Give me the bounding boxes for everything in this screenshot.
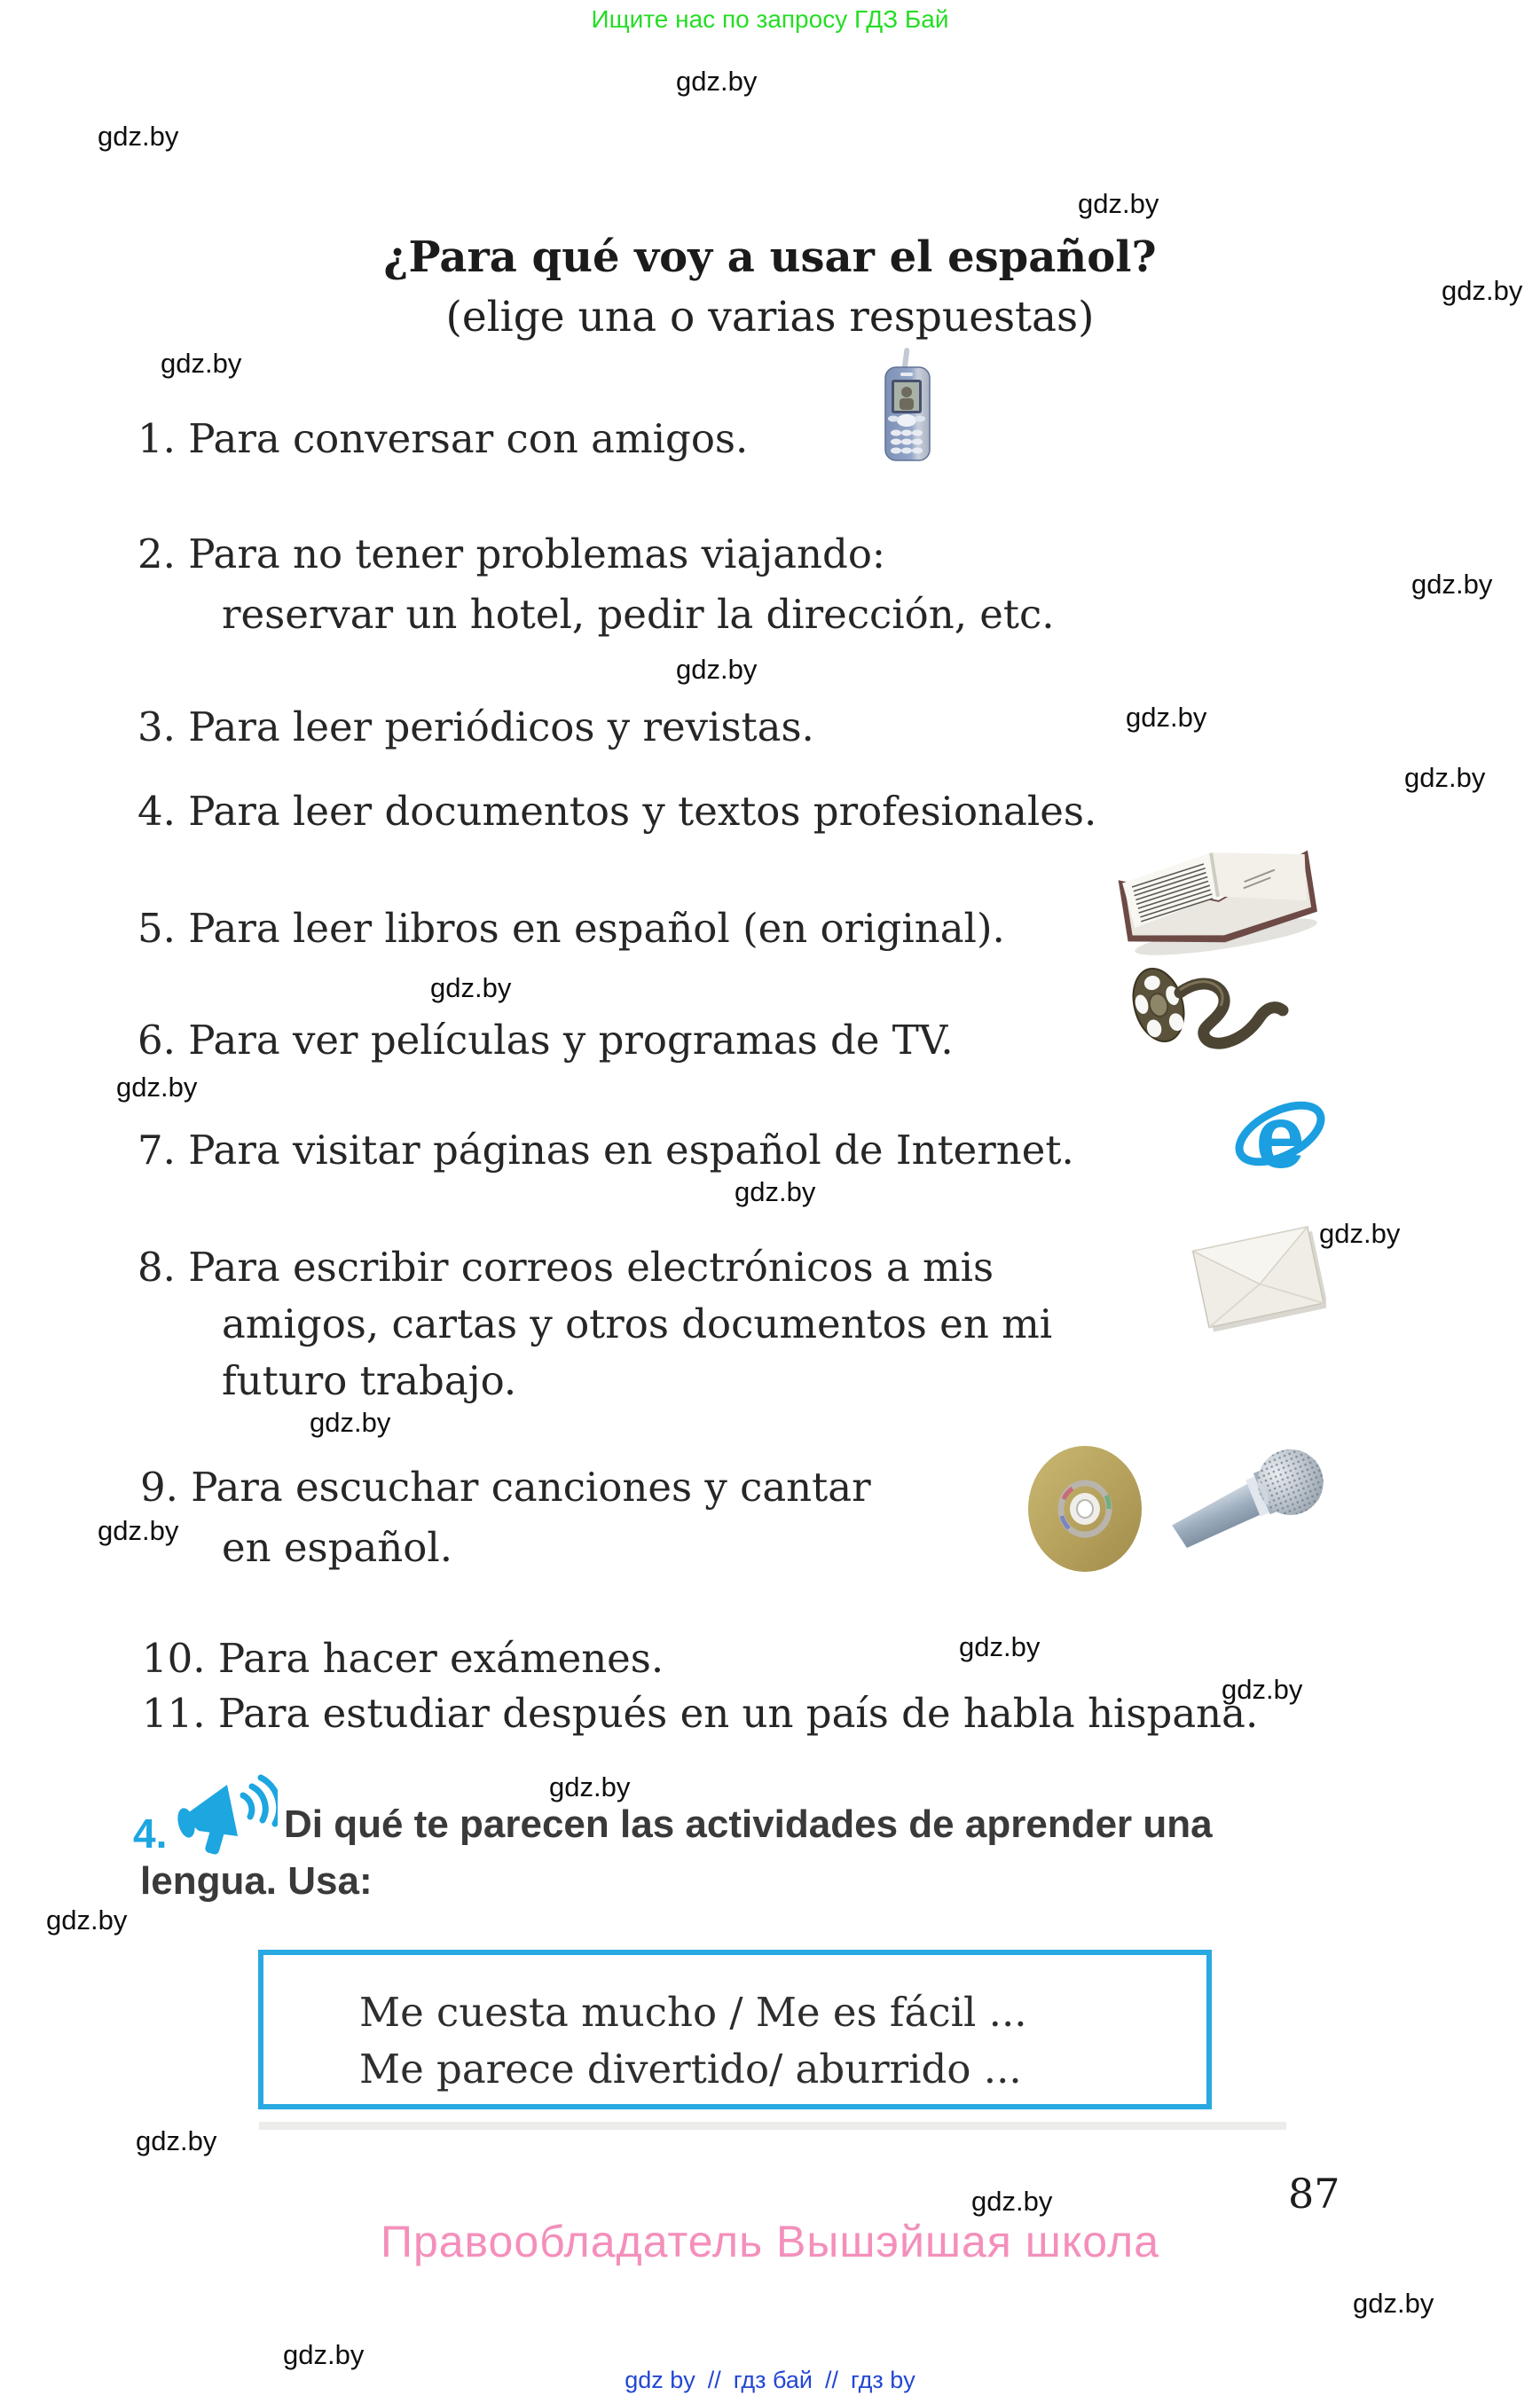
watermark-gdz: gdz.by (46, 1904, 128, 1936)
watermark-gdz: gdz.by (430, 972, 512, 1003)
watermark-gdz: gdz.by (283, 2339, 365, 2370)
list-item-8-line-3: futuro trabajo. (222, 1357, 517, 1404)
footer-link-gdz-by[interactable]: gdz by (625, 2367, 695, 2393)
watermark-gdz: gdz.by (136, 2125, 217, 2156)
copyright-text: Правообладатель Вышэйшая школа (381, 2217, 1159, 2266)
watermark-gdz: gdz.by (735, 1176, 816, 1207)
microphone-image (1158, 1435, 1331, 1568)
list-item-6: 6. Para ver películas y programas de TV. (138, 1017, 954, 1064)
watermark-gdz: gdz.by (1222, 1674, 1303, 1705)
internet-explorer-logo (1233, 1086, 1327, 1183)
watermark-gdz: gdz.by (1353, 2288, 1434, 2319)
watermark-gdz: gdz.by (1319, 1218, 1401, 1249)
megaphone-icon (176, 1772, 278, 1868)
list-item-8-line-2: amigos, cartas y otros documentos en mi (222, 1300, 1053, 1347)
footer-separator: // (824, 2367, 838, 2393)
phrase-box-line-1: Me cuesta mucho / Me es fácil ... (359, 1989, 1027, 2036)
footer-link-gdz-by-2[interactable]: гдз by (851, 2367, 915, 2393)
scan-artifact-line (259, 2122, 1286, 2130)
list-item-3: 3. Para leer periódicos y revistas. (138, 703, 814, 750)
watermark-gdz: gdz.by (676, 66, 758, 97)
list-item-4: 4. Para leer documentos y textos profesionales. (138, 788, 1097, 835)
watermark-gdz: gdz.by (1126, 702, 1207, 733)
list-item-9-line-2: en español. (222, 1524, 453, 1571)
list-item-1: 1. Para conversar con amigos. (138, 415, 749, 462)
footer-separator: // (707, 2367, 721, 2393)
footer-links (0, 2367, 1540, 2394)
list-item-10: 10. Para hacer exámenes. (142, 1635, 664, 1682)
watermark-gdz: gdz.by (676, 654, 758, 685)
open-book-image (1111, 821, 1324, 961)
list-item-2: 2. Para no tener problemas viajando: (138, 530, 886, 577)
watermark-gdz: gdz.by (1404, 762, 1486, 793)
svg-text:e: e (1255, 1088, 1305, 1183)
watermark-gdz: gdz.by (1078, 188, 1159, 219)
watermark-gdz: gdz.by (959, 1631, 1041, 1662)
envelope-image (1189, 1213, 1326, 1339)
watermark-gdz: gdz.by (310, 1407, 391, 1438)
exercise-number: 4. (133, 1810, 168, 1857)
page-number: 87 (1288, 2170, 1340, 2218)
footer-link-gdz-bai[interactable]: гдз бай (733, 2367, 813, 2393)
list-item-9: 9. Para escuchar canciones y cantar (140, 1464, 871, 1511)
page-title: ¿Para qué voy a usar el español? (383, 232, 1157, 282)
watermark-gdz: gdz.by (549, 1771, 631, 1802)
watermark-gdz: gdz.by (116, 1072, 198, 1103)
exercise-text-line-1: Di qué te parecen las actividades de aprender una (284, 1802, 1213, 1846)
page-subtitle: (elige una o varias respuestas) (445, 293, 1095, 342)
watermark-gdz: gdz.by (1442, 275, 1523, 306)
list-item-11: 11. Para estudiar después en un país de habla hispana. (142, 1690, 1259, 1737)
watermark-gdz: gdz.by (971, 2186, 1053, 2217)
phrase-box-line-2: Me parece divertido/ aburrido ... (359, 2046, 1022, 2093)
watermark-gdz: gdz.by (161, 348, 242, 379)
list-item-7: 7. Para visitar páginas en español de Internet. (138, 1127, 1074, 1174)
film-reel-image (1125, 961, 1292, 1065)
watermark-gdz: gdz.by (98, 1515, 179, 1546)
mobile-phone-image (876, 348, 943, 465)
top-banner-text: Ищите нас по запросу ГДЗ Бай (591, 5, 949, 33)
list-item-2-line-2: reservar un hotel, pedir la dirección, etc. (222, 591, 1055, 638)
cd-disc-image (1025, 1444, 1149, 1575)
list-item-5: 5. Para leer libros en español (en original). (138, 905, 1005, 952)
watermark-gdz: gdz.by (1411, 569, 1493, 600)
watermark-gdz: gdz.by (98, 121, 179, 152)
exercise-text-line-2: lengua. Usa: (140, 1859, 373, 1903)
list-item-8: 8. Para escribir correos electrónicos a mis (138, 1244, 994, 1291)
